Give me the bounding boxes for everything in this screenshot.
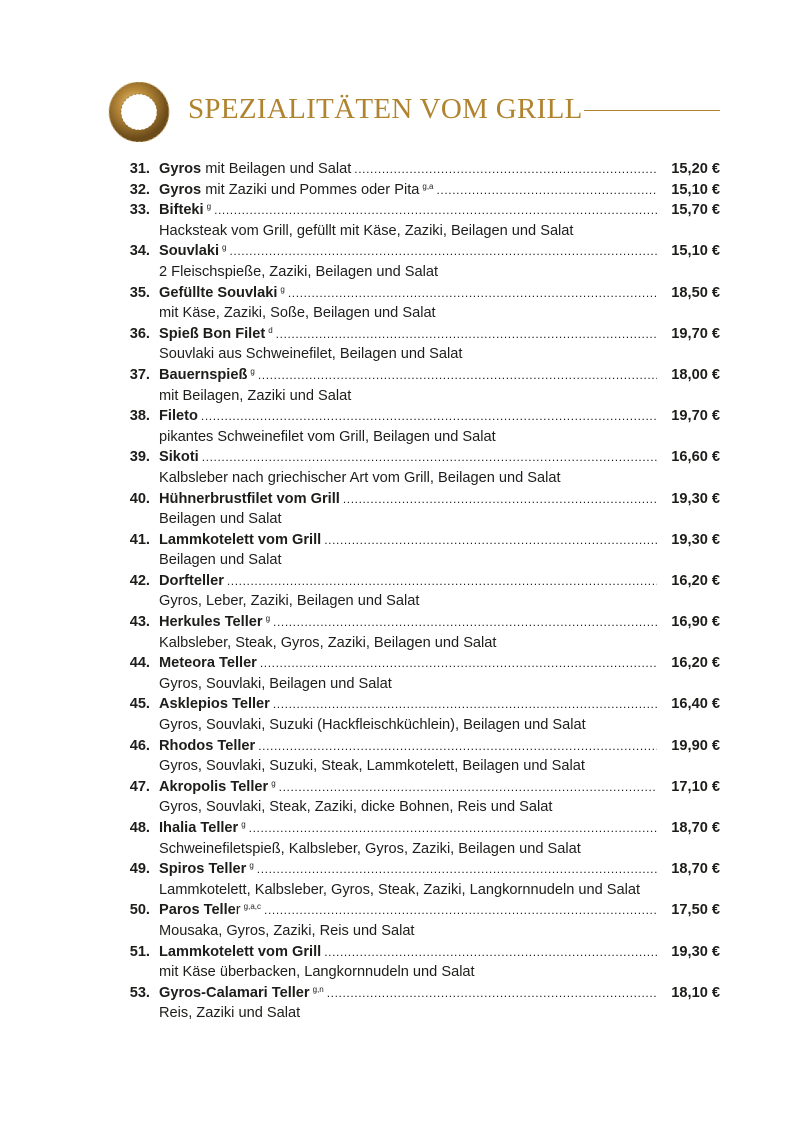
item-description: Lammkotelett, Kalbsleber, Gyros, Steak, Zaziki, Langkornnudeln und Salat (159, 881, 641, 898)
menu-item-row (120, 653, 720, 674)
menu-item (120, 612, 720, 653)
item-allergen-codes: g (241, 820, 246, 829)
item-name-wrap (159, 571, 224, 592)
item-allergen-codes: g (250, 366, 255, 376)
dot-leader (273, 612, 657, 633)
menu-item-row (120, 180, 720, 201)
item-description: Mousaka, Gyros, Zaziki, Reis und Salat (159, 922, 415, 939)
dot-leader (258, 736, 657, 757)
menu-item (120, 324, 720, 365)
title-rule (584, 110, 720, 111)
item-description: Schweinefiletspieß, Kalbsleber, Gyros, Zaziki, Beilagen und Salat (159, 840, 581, 857)
item-number: 44. (129, 655, 150, 672)
item-description: Hacksteak vom Grill, gefüllt mit Käse, Zaziki, Beilagen und Salat (159, 222, 574, 239)
item-number: 32. (129, 181, 150, 198)
item-name: Herkules Teller (159, 614, 263, 631)
item-price: 15,10 € (671, 181, 720, 198)
item-name: Lammkotelett vom Grill (159, 943, 322, 960)
item-price: 18,10 € (671, 984, 720, 1001)
menu-item-row (120, 983, 720, 1004)
item-name: Sikoti (159, 449, 199, 466)
item-name: Bauernspieß (159, 366, 248, 383)
menu-item (120, 241, 720, 282)
dot-leader (324, 942, 657, 963)
menu-item (120, 942, 720, 983)
menu-item (120, 180, 720, 201)
item-name-wrap (159, 612, 270, 635)
item-name-wrap (159, 365, 255, 388)
item-name-wrap (159, 818, 246, 841)
menu-item (120, 694, 720, 735)
item-number: 31. (129, 161, 150, 177)
item-number: 48. (129, 820, 150, 836)
item-allergen-codes: g (271, 778, 276, 788)
dot-leader (343, 489, 657, 510)
item-name: Spiros Teller (159, 861, 247, 878)
item-name: Fileto (159, 408, 198, 425)
item-number: 47. (129, 778, 150, 795)
item-name: Spieß Bon Filet (159, 325, 266, 342)
menu-item-row (120, 777, 720, 798)
gold-ring-logo-icon (108, 82, 170, 142)
dot-leader (279, 777, 657, 798)
dot-leader (227, 571, 657, 592)
item-name: Gyros (159, 161, 202, 177)
menu-item (120, 489, 720, 530)
item-price: 16,60 € (671, 449, 720, 466)
item-price: 19,70 € (671, 408, 720, 425)
item-allergen-codes: g,a (422, 181, 434, 191)
dot-leader (288, 283, 657, 304)
item-allergen-codes: g,a,c (243, 902, 262, 912)
item-allergen-codes: g (222, 243, 227, 253)
item-name-wrap (159, 942, 321, 963)
menu-item (120, 900, 720, 941)
menu-item (120, 283, 720, 324)
item-description: 2 Fleischspieße, Zaziki, Beilagen und Salat (159, 263, 439, 280)
item-allergen-codes: d (268, 325, 273, 335)
menu-item (120, 818, 720, 859)
dot-leader (257, 859, 657, 880)
item-name: Rhodos Teller (159, 737, 256, 754)
menu-item-row (120, 900, 720, 921)
item-description: Reis, Zaziki und Salat (159, 1005, 301, 1022)
menu-item (120, 777, 720, 818)
item-number: 33. (129, 202, 150, 219)
item-allergen-codes: g (206, 202, 212, 212)
item-name: Akropolis Teller (159, 778, 269, 795)
menu-item (120, 571, 720, 612)
item-name: Gyros-Calamari Teller (159, 984, 310, 1001)
item-name-wrap (159, 180, 434, 203)
item-description: Gyros, Leber, Zaziki, Beilagen und Salat (159, 593, 420, 610)
item-number: 45. (129, 696, 150, 713)
item-name-wrap (159, 283, 285, 306)
item-inline-text: mit Zaziki und Pommes oder Pita (201, 181, 420, 198)
item-number: 40. (129, 490, 150, 507)
page-title: SPEZIALITÄTEN VOM GRILL (188, 93, 583, 125)
item-number: 38. (129, 408, 150, 425)
menu-item-row (120, 530, 720, 551)
dot-leader (260, 653, 657, 674)
item-number: 43. (129, 614, 150, 631)
item-description: Kalbsleber, Steak, Gyros, Zaziki, Beilagen und Salat (159, 634, 497, 651)
dot-leader (229, 241, 657, 262)
menu-item (120, 983, 720, 1024)
menu-item-row (120, 612, 720, 633)
item-price: 16,20 € (671, 655, 720, 672)
item-number: 39. (129, 449, 150, 466)
menu-item (120, 447, 720, 488)
item-number: 34. (129, 243, 150, 260)
dot-leader (258, 365, 657, 386)
item-price: 18,00 € (671, 366, 720, 383)
item-price: 18,70 € (671, 820, 720, 836)
item-price: 19,70 € (671, 325, 720, 342)
item-name: Paros Telle (159, 902, 236, 919)
menu-item (120, 406, 720, 447)
item-description: Kalbsleber nach griechischer Art vom Grill, Beilagen und Salat (159, 469, 561, 486)
menu-item-row (120, 489, 720, 510)
item-name-wrap (159, 900, 261, 923)
item-number: 37. (129, 366, 150, 383)
item-name: Hühnerbrustfilet vom Grill (159, 490, 340, 507)
item-name-wrap (159, 777, 276, 800)
menu-item-row (120, 942, 720, 963)
item-name: Souvlaki (159, 243, 220, 260)
menu-item-row (120, 447, 720, 468)
item-description: mit Käse überbacken, Langkornnudeln und Salat (159, 964, 475, 981)
dot-leader (214, 200, 657, 221)
dot-leader (201, 406, 657, 427)
item-number: 41. (129, 531, 150, 548)
item-number: 53. (129, 984, 150, 1001)
menu-item-row (120, 571, 720, 592)
menu-item-row (120, 859, 720, 880)
item-description: Beilagen und Salat (159, 511, 282, 528)
menu-item (120, 736, 720, 777)
menu-item-row (120, 406, 720, 427)
dot-leader (276, 324, 657, 345)
item-description: Souvlaki aus Schweinefilet, Beilagen und Salat (159, 346, 463, 363)
item-price: 16,90 € (671, 614, 720, 631)
item-name-wrap (159, 447, 199, 468)
item-price: 19,30 € (671, 943, 720, 960)
item-name-wrap (159, 489, 340, 510)
item-name: Meteora Teller (159, 655, 257, 672)
item-price: 17,50 € (671, 902, 720, 919)
item-number: 46. (129, 737, 150, 754)
menu-item (120, 859, 720, 900)
item-name: Gefüllte Souvlaki (159, 284, 278, 301)
item-name: Gyros (159, 181, 202, 198)
item-description: Gyros, Souvlaki, Suzuki (Hackfleischküchlein), Beilagen und Salat (159, 717, 586, 734)
dot-leader (324, 530, 657, 551)
item-name-wrap (159, 983, 324, 1006)
dot-leader (264, 900, 657, 921)
item-name-wrap (159, 530, 321, 551)
menu-item-row (120, 694, 720, 715)
item-price: 15,10 € (671, 243, 720, 260)
item-price: 19,30 € (671, 490, 720, 507)
item-name: Ihalia Teller (159, 820, 239, 836)
menu-item-row (120, 200, 720, 221)
dot-leader (202, 447, 657, 468)
item-allergen-codes: g (280, 284, 285, 294)
item-description: Gyros, Souvlaki, Suzuki, Steak, Lammkotelett, Beilagen und Salat (159, 758, 585, 775)
item-price: 15,70 € (671, 202, 720, 219)
item-description: mit Käse, Zaziki, Soße, Beilagen und Salat (159, 305, 436, 322)
item-number: 50. (129, 902, 150, 919)
menu-item (120, 365, 720, 406)
item-name: Dorfteller (159, 572, 224, 589)
item-name-wrap (159, 159, 351, 180)
item-inline-text: r (235, 902, 241, 919)
menu-item (120, 159, 720, 180)
menu-item-row (120, 736, 720, 757)
item-name-wrap (159, 653, 257, 674)
item-name-wrap (159, 241, 226, 264)
item-name-wrap (159, 859, 254, 882)
item-price: 18,70 € (671, 861, 720, 878)
item-description: mit Beilagen, Zaziki und Salat (159, 387, 352, 404)
item-name: Asklepios Teller (159, 696, 270, 713)
item-name-wrap (159, 694, 270, 715)
item-allergen-codes: g (265, 614, 271, 624)
item-number: 35. (129, 284, 150, 301)
item-name-wrap (159, 200, 211, 223)
item-description: Beilagen und Salat (159, 552, 282, 569)
item-name-wrap (159, 324, 273, 347)
dot-leader (273, 694, 657, 715)
item-price: 17,10 € (671, 778, 720, 795)
menu-item-row (120, 365, 720, 386)
dot-leader (437, 180, 658, 201)
menu-item (120, 653, 720, 694)
menu-list (120, 159, 720, 1024)
item-price: 16,40 € (671, 696, 720, 713)
item-price: 19,30 € (671, 531, 720, 548)
menu-item (120, 530, 720, 571)
item-allergen-codes: g (249, 861, 254, 871)
dot-leader (327, 983, 657, 1004)
menu-item-row (120, 818, 720, 839)
item-description: Gyros, Souvlaki, Steak, Zaziki, dicke Bohnen, Reis und Salat (159, 799, 553, 816)
item-number: 36. (129, 325, 150, 342)
menu-item-row (120, 324, 720, 345)
item-name-wrap (159, 736, 255, 757)
menu-item-row (120, 241, 720, 262)
item-description: pikantes Schweinefilet vom Grill, Beilagen und Salat (159, 428, 496, 445)
dot-leader (354, 159, 657, 180)
item-name-wrap (159, 406, 198, 427)
item-number: 42. (129, 572, 150, 589)
menu-item (120, 200, 720, 241)
item-number: 49. (129, 861, 150, 878)
item-price: 19,90 € (671, 737, 720, 754)
item-price: 18,50 € (671, 284, 720, 301)
item-description: Gyros, Souvlaki, Beilagen und Salat (159, 675, 392, 692)
item-price: 16,20 € (671, 572, 720, 589)
item-number: 51. (129, 943, 150, 960)
item-name: Bifteki (159, 202, 204, 219)
item-inline-text: mit Beilagen und Salat (201, 161, 352, 177)
item-allergen-codes: g,n (312, 984, 324, 994)
item-name: Lammkotelett vom Grill (159, 531, 322, 548)
dot-leader (249, 818, 657, 839)
section-header (108, 80, 720, 140)
item-price: 15,20 € (671, 161, 720, 177)
menu-item-row (120, 159, 720, 180)
menu-item-row (120, 283, 720, 304)
